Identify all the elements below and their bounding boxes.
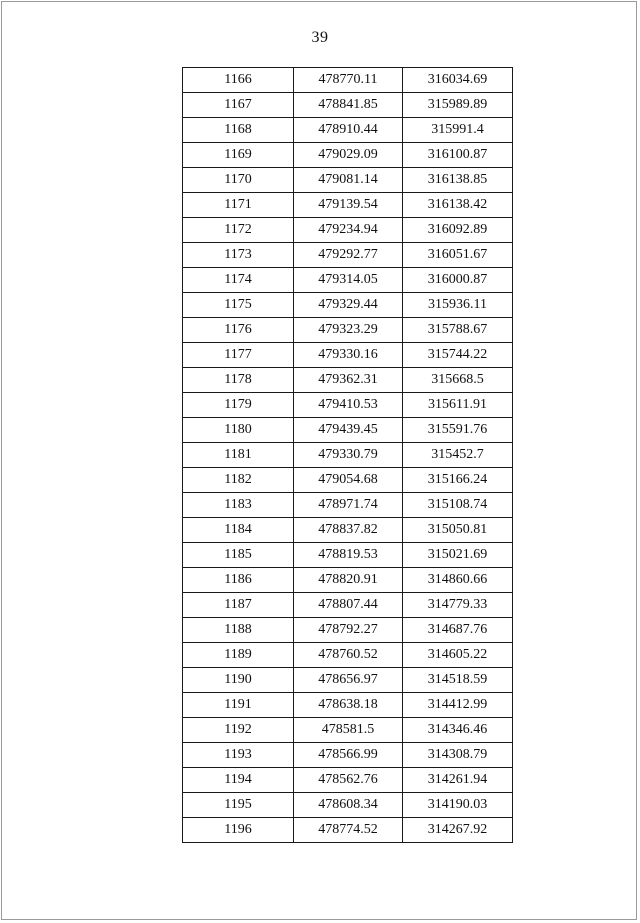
point-number-cell: 1190 (183, 668, 294, 693)
point-number-cell: 1181 (183, 443, 294, 468)
y-coordinate-cell: 316092.89 (403, 218, 513, 243)
y-coordinate-cell: 314687.76 (403, 618, 513, 643)
point-number-cell: 1186 (183, 568, 294, 593)
table-row (183, 293, 513, 318)
point-number-cell: 1187 (183, 593, 294, 618)
table-row (183, 593, 513, 618)
table-row (183, 718, 513, 743)
y-coordinate-cell: 314308.79 (403, 743, 513, 768)
point-number-cell: 1195 (183, 793, 294, 818)
y-coordinate-cell: 314860.66 (403, 568, 513, 593)
point-number-cell: 1191 (183, 693, 294, 718)
x-coordinate-cell: 478792.27 (294, 618, 403, 643)
table-row (183, 668, 513, 693)
y-coordinate-cell: 314267.92 (403, 818, 513, 843)
x-coordinate-cell: 478819.53 (294, 543, 403, 568)
y-coordinate-cell: 314190.03 (403, 793, 513, 818)
x-coordinate-cell: 478581.5 (294, 718, 403, 743)
table-row (183, 443, 513, 468)
x-coordinate-cell: 479081.14 (294, 168, 403, 193)
point-number-cell: 1193 (183, 743, 294, 768)
x-coordinate-cell: 479439.45 (294, 418, 403, 443)
point-number-cell: 1172 (183, 218, 294, 243)
y-coordinate-cell: 316138.85 (403, 168, 513, 193)
point-number-cell: 1184 (183, 518, 294, 543)
x-coordinate-cell: 478770.11 (294, 68, 403, 93)
point-number-cell: 1194 (183, 768, 294, 793)
table-row (183, 618, 513, 643)
point-number-cell: 1180 (183, 418, 294, 443)
table-row (183, 518, 513, 543)
x-coordinate-cell: 479054.68 (294, 468, 403, 493)
x-coordinate-cell: 479329.44 (294, 293, 403, 318)
point-number-cell: 1177 (183, 343, 294, 368)
point-number-cell: 1188 (183, 618, 294, 643)
x-coordinate-cell: 478820.91 (294, 568, 403, 593)
x-coordinate-cell: 478656.97 (294, 668, 403, 693)
table-row (183, 543, 513, 568)
x-coordinate-cell: 479292.77 (294, 243, 403, 268)
table-row (183, 168, 513, 193)
x-coordinate-cell: 478971.74 (294, 493, 403, 518)
point-number-cell: 1178 (183, 368, 294, 393)
table-row (183, 318, 513, 343)
y-coordinate-cell: 314779.33 (403, 593, 513, 618)
y-coordinate-cell: 316138.42 (403, 193, 513, 218)
table-row (183, 343, 513, 368)
coordinates-table (182, 67, 513, 843)
x-coordinate-cell: 479323.29 (294, 318, 403, 343)
point-number-cell: 1174 (183, 268, 294, 293)
x-coordinate-cell: 478608.34 (294, 793, 403, 818)
y-coordinate-cell: 315991.4 (403, 118, 513, 143)
point-number-cell: 1182 (183, 468, 294, 493)
table-row (183, 568, 513, 593)
point-number-cell: 1189 (183, 643, 294, 668)
table-row (183, 693, 513, 718)
y-coordinate-cell: 315668.5 (403, 368, 513, 393)
y-coordinate-cell: 315452.7 (403, 443, 513, 468)
y-coordinate-cell: 316034.69 (403, 68, 513, 93)
y-coordinate-cell: 314346.46 (403, 718, 513, 743)
point-number-cell: 1192 (183, 718, 294, 743)
y-coordinate-cell: 316100.87 (403, 143, 513, 168)
x-coordinate-cell: 479330.16 (294, 343, 403, 368)
table-row (183, 468, 513, 493)
y-coordinate-cell: 315591.76 (403, 418, 513, 443)
x-coordinate-cell: 478837.82 (294, 518, 403, 543)
y-coordinate-cell: 315744.22 (403, 343, 513, 368)
y-coordinate-cell: 315166.24 (403, 468, 513, 493)
x-coordinate-cell: 478638.18 (294, 693, 403, 718)
table-row (183, 643, 513, 668)
y-coordinate-cell: 316000.87 (403, 268, 513, 293)
point-number-cell: 1185 (183, 543, 294, 568)
table-row (183, 193, 513, 218)
table-row (183, 793, 513, 818)
x-coordinate-cell: 479314.05 (294, 268, 403, 293)
y-coordinate-cell: 315050.81 (403, 518, 513, 543)
point-number-cell: 1167 (183, 93, 294, 118)
x-coordinate-cell: 479410.53 (294, 393, 403, 418)
x-coordinate-cell: 478841.85 (294, 93, 403, 118)
table-row (183, 743, 513, 768)
x-coordinate-cell: 478566.99 (294, 743, 403, 768)
table-row (183, 218, 513, 243)
x-coordinate-cell: 479362.31 (294, 368, 403, 393)
y-coordinate-cell: 315936.11 (403, 293, 513, 318)
page-number: 39 (311, 29, 329, 46)
table-row (183, 393, 513, 418)
table-row (183, 243, 513, 268)
x-coordinate-cell: 478562.76 (294, 768, 403, 793)
y-coordinate-cell: 314605.22 (403, 643, 513, 668)
y-coordinate-cell: 315108.74 (403, 493, 513, 518)
point-number-cell: 1173 (183, 243, 294, 268)
point-number-cell: 1175 (183, 293, 294, 318)
y-coordinate-cell: 315989.89 (403, 93, 513, 118)
table-row (183, 68, 513, 93)
point-number-cell: 1171 (183, 193, 294, 218)
point-number-cell: 1179 (183, 393, 294, 418)
point-number-cell: 1176 (183, 318, 294, 343)
table-row (183, 368, 513, 393)
point-number-cell: 1183 (183, 493, 294, 518)
x-coordinate-cell: 478910.44 (294, 118, 403, 143)
table-row (183, 493, 513, 518)
table-row (183, 143, 513, 168)
y-coordinate-cell: 315021.69 (403, 543, 513, 568)
x-coordinate-cell: 479330.79 (294, 443, 403, 468)
x-coordinate-cell: 478774.52 (294, 818, 403, 843)
coordinates-table-body (183, 68, 513, 843)
table-row (183, 418, 513, 443)
point-number-cell: 1170 (183, 168, 294, 193)
y-coordinate-cell: 315788.67 (403, 318, 513, 343)
table-row (183, 118, 513, 143)
x-coordinate-cell: 479234.94 (294, 218, 403, 243)
x-coordinate-cell: 478807.44 (294, 593, 403, 618)
table-row (183, 768, 513, 793)
point-number-cell: 1196 (183, 818, 294, 843)
y-coordinate-cell: 314412.99 (403, 693, 513, 718)
table-row (183, 268, 513, 293)
y-coordinate-cell: 314518.59 (403, 668, 513, 693)
y-coordinate-cell: 314261.94 (403, 768, 513, 793)
x-coordinate-cell: 479139.54 (294, 193, 403, 218)
x-coordinate-cell: 479029.09 (294, 143, 403, 168)
y-coordinate-cell: 315611.91 (403, 393, 513, 418)
point-number-cell: 1168 (183, 118, 294, 143)
point-number-cell: 1166 (183, 68, 294, 93)
table-row (183, 818, 513, 843)
point-number-cell: 1169 (183, 143, 294, 168)
x-coordinate-cell: 478760.52 (294, 643, 403, 668)
table-row (183, 93, 513, 118)
y-coordinate-cell: 316051.67 (403, 243, 513, 268)
